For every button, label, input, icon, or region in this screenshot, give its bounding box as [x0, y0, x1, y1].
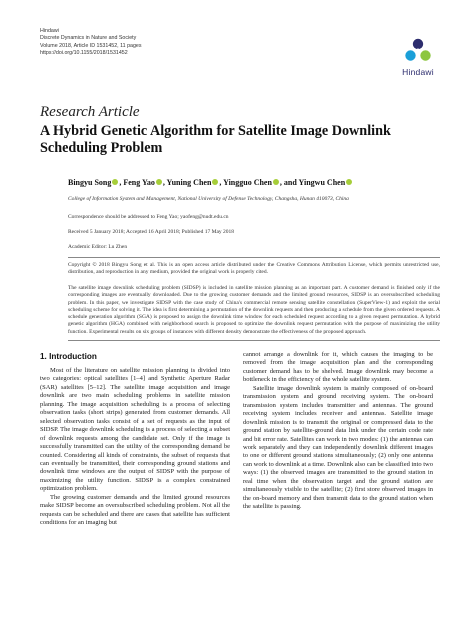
publication-dates: Received 5 January 2018; Accepted 16 April 2018; Published 17 May 2018 — [68, 229, 235, 235]
left-column — [40, 367, 230, 528]
orcid-icon[interactable] — [346, 179, 352, 185]
author-separator: , — [219, 178, 224, 187]
body-paragraph: The growing customer demands and the limited ground resources make SIDSP become an oversubscribed scheduling problem. Not all the requests can be scheduled and there are cases that satellite has sufficient conditions for an imaging but — [40, 493, 230, 527]
volume-line: Volume 2018, Article ID 1531452, 11 pages — [40, 42, 142, 49]
body-paragraph: Most of the literature on satellite mission planning is divided into two categories: optical satellites [1–4] and Synthetic Aperture Radar (SAR) satellites [5–12]. The satellite image acquisition and image downlink are two main scheduling problems in satellite mission planning. The image acquisition scheduling is a process of selecting observation tasks (short strips) generated from customer demands. All selected observation tasks consist of a set of requests as the input of SIDSP. The image downlink scheduling is a process of selecting a subset of downlink requests among the candidate set. Only if the image is successfully transmitted can the utility of the corresponding demand be counted. Considering all kinds of constraints, the subset of requests that can eventually be transmitted, their corresponding ground stations and downlink time windows are the output of SIDSP with the purpose of maximizing the utility function. SIDSP is a complex constrained optimization problem. — [40, 367, 230, 493]
divider — [68, 257, 440, 258]
article-type: Research Article — [40, 104, 140, 120]
author-separator: , — [119, 178, 124, 187]
abstract: The satellite image downlink scheduling problem (SIDSP) is included in satellite mission planning as an important part. A customer demand is finished only if the corresponding images are eventually downloaded. Due to the growing customer demands and the limited ground resources, SIDSP is an oversubscribed scheduling problem. In this paper, we investigate SIDSP with the case study of China's commercial remote sensing satellite constellation (SuperView-1) and exploit the serial scheduling scheme for solving it. The idea is first determining a permutation of the downlink requests and then producing a schedule from the given ordered requests. A schedule generation algorithm (SGA) is proposed to assign the downlink time window for each scheduled request according to a given request permutation. A hybrid genetic algorithm (HGA) combined with neighborhood search is proposed to optimize the downlink request permutation with the purpose of maximizing the utility function. Experimental results on six groups of instances with different density demonstrate the effectiveness of the proposed approach. — [68, 285, 440, 335]
right-column — [243, 351, 433, 512]
author-name: Bingyu Song — [68, 178, 112, 187]
section-heading: 1. Introduction — [40, 352, 97, 361]
author-name: Yingguo Chen — [223, 178, 272, 187]
author-name: Yingwu Chen — [298, 178, 346, 187]
paper-title: A Hybrid Genetic Algorithm for Satellite Image Downlink Scheduling Problem — [40, 123, 391, 156]
author-separator: , — [162, 178, 167, 187]
orcid-icon[interactable] — [156, 179, 162, 185]
hindawi-logo — [394, 36, 442, 82]
journal-info — [40, 28, 142, 57]
author-name: Feng Yao — [123, 178, 155, 187]
orcid-icon[interactable] — [212, 179, 218, 185]
divider — [68, 340, 440, 341]
orcid-icon[interactable] — [112, 179, 118, 185]
correspondence: Correspondence should be addressed to Feng Yao; yaofeng@nudt.edu.cn — [68, 214, 229, 220]
body-paragraph: cannot arrange a downlink for it, which causes the imaging to be removed from the image acquisition plan and the corresponding customer demand has to be shelved. Image downlink may become a bottleneck in the efficiency of the whole satellite system. — [243, 351, 433, 384]
journal-name: Discrete Dynamics in Nature and Society — [40, 35, 137, 42]
academic-editor: Academic Editor: Lu Zhen — [68, 244, 128, 250]
doi-link[interactable]: https://doi.org/10.1155/2018/1531452 — [40, 49, 128, 56]
author-name: Yuning Chen — [166, 178, 212, 187]
author-list — [68, 178, 448, 187]
body-paragraph: Satellite image downlink system is mainly composed of on-board transmission system and ground receiving system. The on-board transmission system includes transmitter and antennas. The ground receiving system includes receiver and antennas. Satellite image downlink mission is to transmit the original or compressed data to the ground station by satellite-ground data link under the certain code rate and bit error rate. Satellites can work in two modes: (1) the antennas can work separately and they can independently downlink different images to one or different ground stations simultaneously; (2) only one antenna can work to downlink at a time. Downlink also can be classified into two ways: (1) the observed images are transmitted to the ground station in real time when the observation target and the ground station are simultaneously visible to the satellite; (2) first store observed images in the on-board memory and then transmit data to the ground station when the satellite is passing. — [243, 384, 433, 511]
orcid-icon[interactable] — [273, 179, 279, 185]
logo-text: Hindawi — [402, 67, 434, 77]
publisher-name: Hindawi — [40, 28, 59, 34]
hindawi-logo-icon — [403, 36, 433, 66]
copyright-notice: Copyright © 2018 Bingyu Song et al. This is an open access article distributed under the Creative Commons Attribution License, which permits unrestricted use, distribution, and reproduction in any medium, provided the original work is properly cited. — [68, 262, 440, 276]
author-separator: , and — [279, 178, 299, 187]
affiliation: College of Information System and Management, National University of Defense Technology, Changsha, Hunan 410073, China — [68, 196, 349, 202]
